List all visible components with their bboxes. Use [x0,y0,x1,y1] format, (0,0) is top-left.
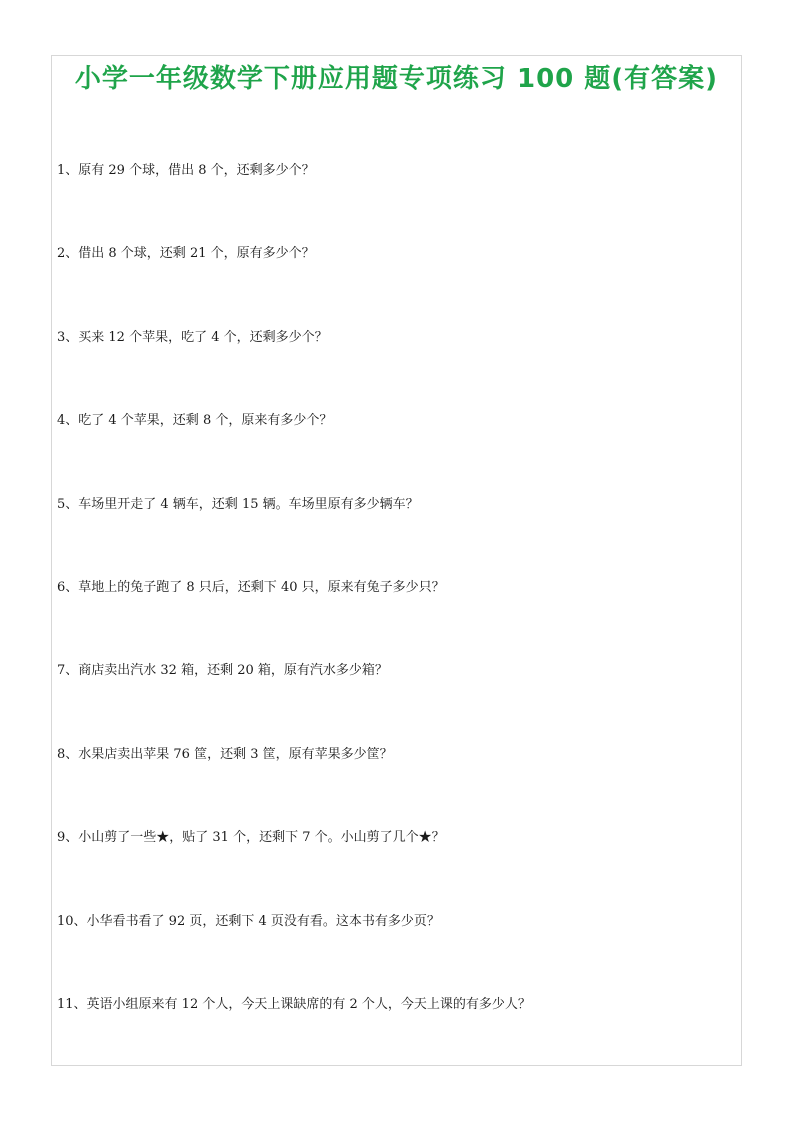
question-item: 7、商店卖出汽水 32 箱，还剩 20 箱，原有汽水多少箱？ [57,663,388,679]
question-item: 6、草地上的兔子跑了 8 只后，还剩下 40 只，原来有兔子多少只？ [57,579,445,595]
question-item: 11、英语小组原来有 12 个人，今天上课缺席的有 2 个人，今天上课的有多少人？ [57,996,531,1012]
question-item: 9、小山剪了一些★，贴了 31 个，还剩下 7 个。小山剪了几个★？ [57,830,445,846]
document-title: 小学一年级数学下册应用题专项练习 100 题(有答案) [74,64,719,94]
question-item: 2、借出 8 个球，还剩 21 个，原有多少个？ [57,246,315,262]
question-item: 1、原有 29 个球，借出 8 个，还剩多少个？ [57,163,315,178]
question-item: 5、车场里开走了 4 辆车，还剩 15 辆。车场里原有多少辆车？ [57,496,419,512]
question-item: 4、吃了 4 个苹果，还剩 8 个，原来有多少个？ [57,413,333,429]
question-list [57,160,737,1077]
question-item: 8、水果店卖出苹果 76 筐，还剩 3 筐，原有苹果多少筐？ [57,746,393,762]
question-item: 3、买来 12 个苹果，吃了 4 个，还剩多少个？ [57,329,328,345]
question-item: 10、小华看书看了 92 页，还剩下 4 页没有看。这本书有多少页？ [57,913,440,929]
